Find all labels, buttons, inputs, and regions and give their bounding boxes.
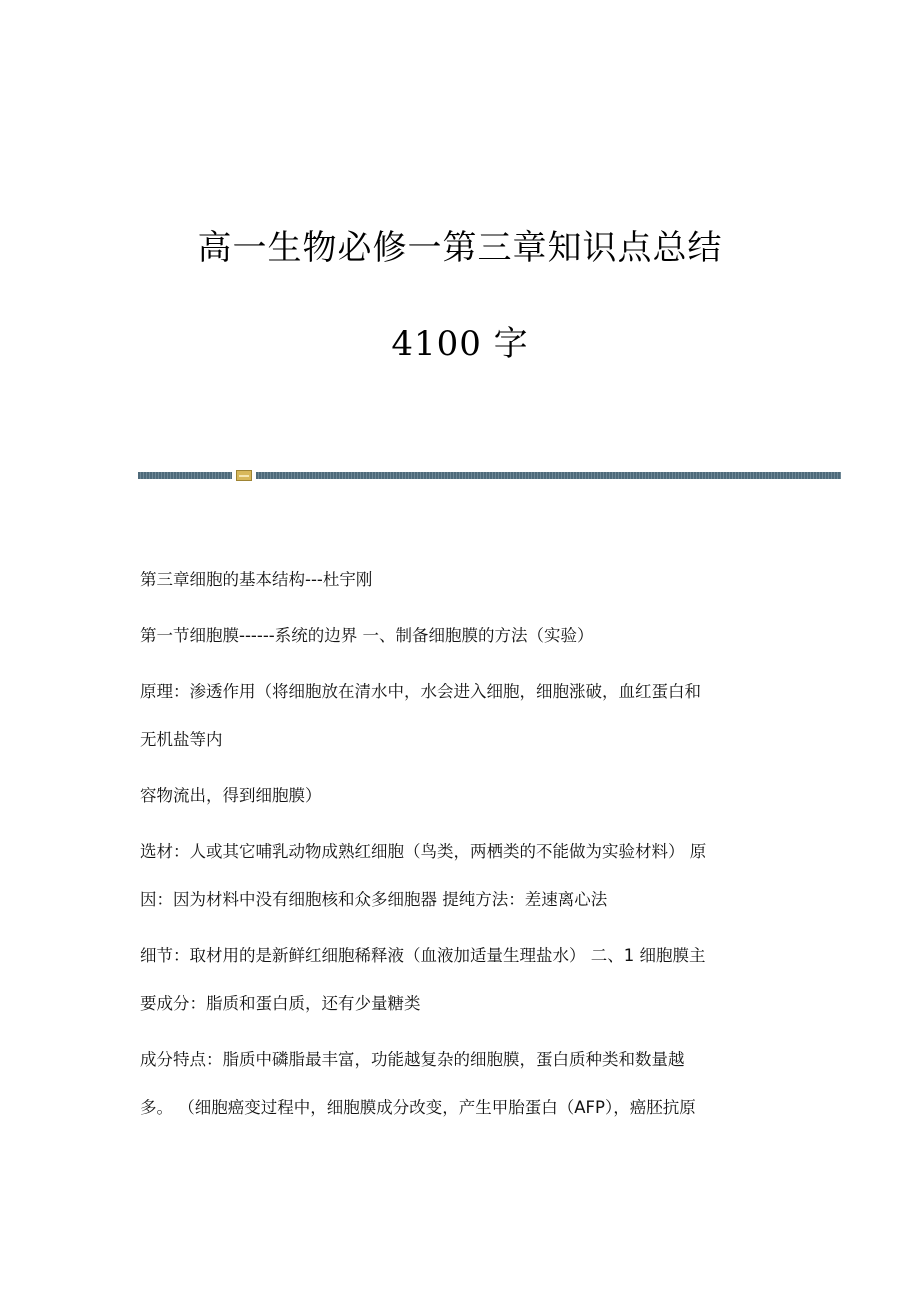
text-line-section-heading: 第一节细胞膜------系统的边界 一、制备细胞膜的方法（实验） [140,626,594,645]
text-line-material: 选材：人或其它哺乳动物成熟红细胞（鸟类，两栖类的不能做为实验材料） 原 [140,842,707,861]
divider-bar-right [256,472,841,479]
text-line-principle-end: 容物流出，得到细胞膜） [140,786,322,805]
text-line-principle: 原理：渗透作用（将细胞放在清水中，水会进入细胞，细胞涨破，血红蛋白和 [140,682,701,701]
title-divider [138,470,841,480]
ornament-icon [236,470,252,481]
text-line-details: 细节：取材用的是新鲜红细胞稀释液（血液加适量生理盐水） 二、1 细胞膜主 [140,946,706,965]
text-line-components: 要成分：脂质和蛋白质，还有少量糖类 [140,994,421,1013]
text-line-chapter-heading: 第三章细胞的基本结构---杜宇刚 [140,570,373,589]
divider-bar-left [138,472,232,479]
text-line-principle-cont: 无机盐等内 [140,730,223,749]
document-title: 高一生物必修一第三章知识点总结 [197,228,723,268]
text-line-features: 成分特点：脂质中磷脂最丰富，功能越复杂的细胞膜，蛋白质种类和数量越 [140,1050,685,1069]
text-line-features-cont: 多。 （细胞癌变过程中，细胞膜成分改变，产生甲胎蛋白（AFP），癌胚抗原 [140,1098,696,1117]
text-line-reason: 因：因为材料中没有细胞核和众多细胞器 提纯方法：差速离心法 [140,890,608,909]
document-title-wordcount: 4100 字 [391,324,529,364]
